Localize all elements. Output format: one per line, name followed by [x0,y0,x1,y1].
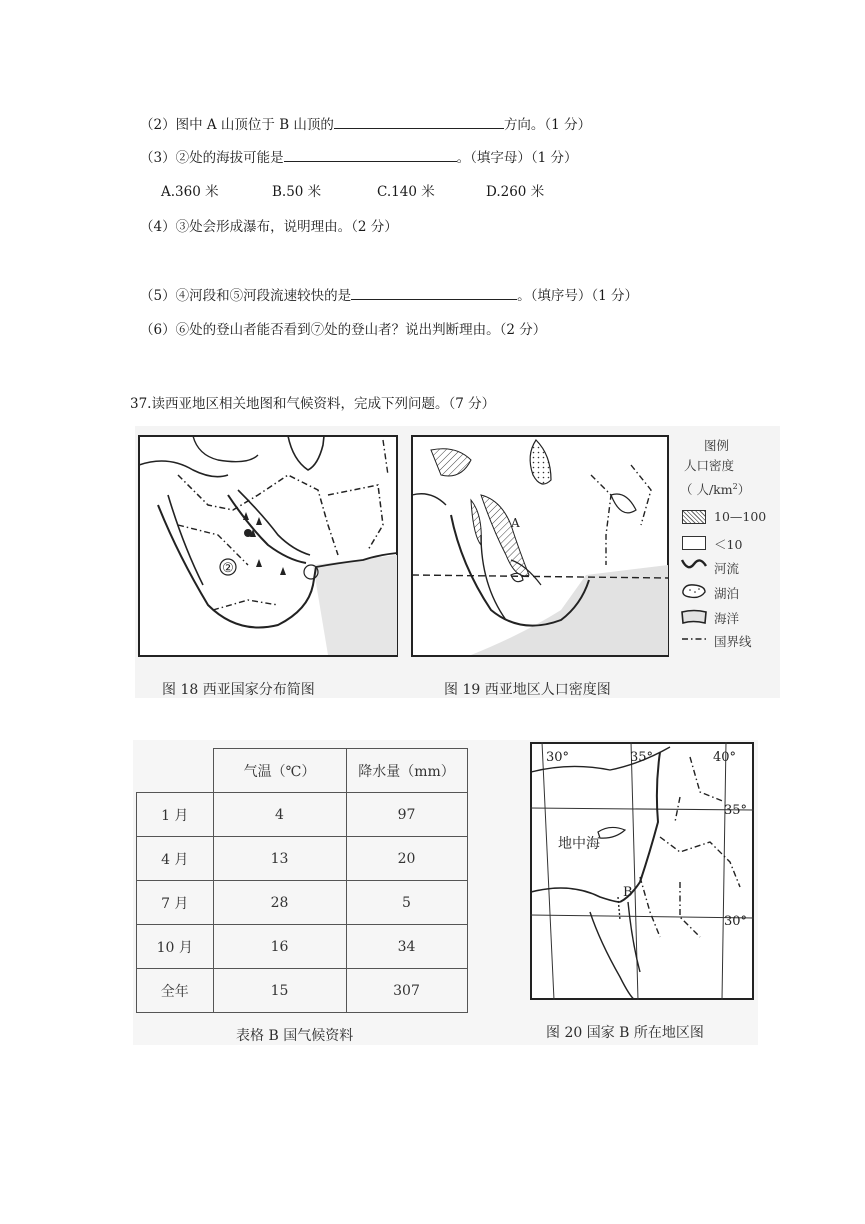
table-row [137,925,468,969]
fig18-label-2: ② [222,561,234,576]
legend-item-border: 国界线 [714,634,752,649]
fig20-lon-40: 40° [713,750,737,765]
legend-swatch-sparse [682,536,706,550]
fig18-caption: 图 18 西亚国家分布简图 [162,682,315,698]
legend-item-ocean: 海洋 [714,611,740,626]
table-cell: 4 月 [137,837,214,881]
table-cell: 34 [346,925,467,969]
table-cell: 28 [213,881,346,925]
answer-blank[interactable] [351,285,517,300]
legend-lake-icon [680,582,708,600]
fig20-lat-30: 30° [724,914,748,929]
table-header-cell: 降水量（mm） [346,749,467,793]
fig20-sea-label: 地中海 [558,836,600,852]
question-37: 37.读西亚地区相关地图和气候资料，完成下列问题。（7 分） [130,396,496,412]
fig20-lat-35: 35° [724,803,748,818]
table-cell: 97 [346,793,467,837]
table-cell: 13 [213,837,346,881]
fig20-lon-35: 35° [630,750,654,765]
fig20-lon-30: 30° [546,750,570,765]
legend-item-dense: 10—100 [714,509,767,524]
legend-border-icon [680,634,708,644]
answer-blank[interactable] [334,114,504,129]
question-5-suffix: 。（填序号）（1 分） [517,288,638,304]
table-cell: 4 [213,793,346,837]
fig20-caption: 图 20 国家 B 所在地区图 [546,1025,704,1041]
legend-item-sparse: ＜10 [714,537,743,552]
table-row [137,837,468,881]
option-d: D.260 米 [486,184,545,200]
question-3-suffix: 。（填字母）（1 分） [456,150,578,166]
table-cell: 7 月 [137,881,214,925]
question-5 [140,284,638,304]
climate-table [136,748,468,1013]
legend-item-river: 河流 [714,561,740,576]
table-cell: 5 [346,881,467,925]
table-cell: 10 月 [137,925,214,969]
option-b: B.50 米 [272,184,322,200]
table-row [137,881,468,925]
question-4: （4）③处会形成瀑布，说明理由。（2 分） [140,219,398,235]
legend-unit-sup: 2 [732,481,738,491]
answer-blank[interactable] [284,147,457,162]
question-2-text: （2）图中 A 山顶位于 B 山顶的 [140,117,334,133]
legend-unit [680,480,750,498]
fig19-legend [672,436,780,661]
option-c: C.140 米 [377,184,435,200]
table-row [137,793,468,837]
fig20-map [530,742,754,1000]
table-caption: 表格 B 国气候资料 [236,1028,354,1044]
table-header-row [137,749,468,793]
fig19-map [411,435,669,657]
question-3 [140,146,577,166]
legend-unit-prefix: （ 人/km [680,482,733,497]
table-header-cell: 气温（℃） [213,749,346,793]
legend-swatch-dense [682,510,706,524]
fig19-caption: 图 19 西亚地区人口密度图 [444,682,611,698]
question-3-text: （3）②处的海拔可能是 [140,150,284,166]
legend-title: 图例 [704,438,730,453]
question-5-text: （5）④河段和⑤河段流速较快的是 [140,288,352,304]
legend-river-icon [680,556,708,574]
table-header-cell [137,749,214,793]
table-row [137,969,468,1013]
table-cell: 307 [346,969,467,1013]
fig19-label-a: A [511,516,520,530]
legend-item-lake: 湖泊 [714,586,740,601]
table-cell: 15 [213,969,346,1013]
legend-ocean-icon [680,608,708,626]
table-cell: 16 [213,925,346,969]
fig18-map [138,435,398,657]
fig20-label-b: B [623,885,633,900]
table-cell: 1 月 [137,793,214,837]
table-cell: 全年 [137,969,214,1013]
legend-subtitle: 人口密度 [684,458,735,473]
table-cell: 20 [346,837,467,881]
question-6: （6）⑥处的登山者能否看到⑦处的登山者？说出判断理由。（2 分） [140,322,547,338]
question-2 [140,113,591,133]
option-a: A.360 米 [161,184,219,200]
question-2-suffix: 方向。（1 分） [503,117,592,133]
legend-unit-suffix: ） [737,482,751,497]
